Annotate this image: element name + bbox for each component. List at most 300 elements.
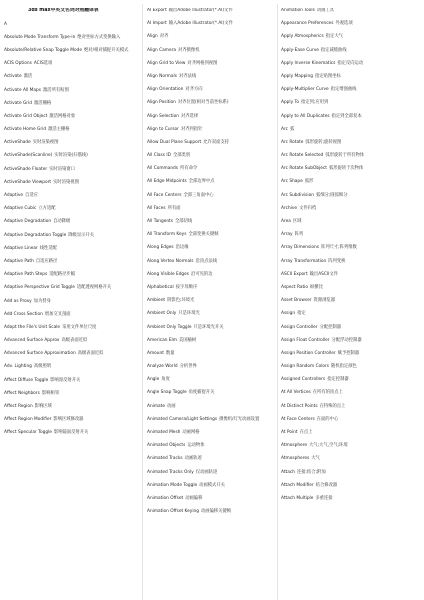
glossary-entry [281,351,419,357]
glossary-entry [147,8,272,14]
glossary-entry [4,312,138,318]
english-term: Arc Rotate [281,139,304,145]
english-term: Adaptive Degradation Toggle [4,232,67,238]
chinese-term: 所有面 [167,205,181,211]
english-term: Animation Mode Toggle [147,482,198,488]
chinese-term: 赋予控制器 [337,350,360,356]
english-term: At Face Centers [281,416,315,422]
glossary-entry [147,140,272,146]
chinese-term: 在面的中心 [316,416,339,422]
glossary-entry [281,417,419,423]
column-divider [142,4,143,600]
english-term: Atmosphere [281,443,308,449]
english-term: Animated Camera/Light Settings [147,416,218,422]
chinese-term: 高级照明 [33,364,52,370]
glossary-entry [4,378,138,384]
chinese-term: ACIS选项 [33,61,53,67]
english-term: All Face Centers [147,192,182,198]
chinese-term: 数量 [165,350,175,356]
chinese-term: 只是环境光 [178,311,200,317]
glossary-entry [147,61,272,67]
english-term: Analyze World [147,364,178,370]
chinese-term: 沿顶点法线 [195,258,218,264]
glossary-entry [147,245,272,251]
english-term: Adv. Lighting [4,364,32,370]
english-term: Animated Objects [147,443,186,449]
glossary-entry [147,219,272,225]
chinese-term: 采用文件单位尺度 [62,324,97,330]
english-term: Absolute/Relative Snap Toggle Mode [4,47,82,53]
english-term: Assigned Controllers [281,377,326,383]
english-term: Aspect Ratio [281,284,308,290]
english-term: Align Camera [147,47,177,53]
english-term: Angle Snap Toggle [147,390,187,396]
chinese-term: 仅动画轨迹 [195,469,218,475]
chinese-term: 阴影色;环境光 [167,298,195,304]
english-term: Ambient [147,298,166,304]
chinese-term: 大气 [311,456,320,462]
english-term: Adaptive Linear [4,245,38,251]
chinese-term: 指定到;应用到 [301,100,329,106]
english-term: Adaptive [4,193,24,199]
glossary-entry [147,483,272,489]
glossary-entry [147,417,272,423]
glossary-entry [281,245,419,251]
glossary-entry [147,193,272,199]
chinese-term: 对齐选择 [180,113,199,119]
english-term: Animated Mesh [147,430,181,435]
chinese-term: 立方适配 [38,206,56,212]
english-term: Attach [281,469,295,475]
english-term: Arc Subdivision [281,192,314,198]
glossary-entry [147,338,272,344]
chinese-term: 激活网格对象 [49,113,76,119]
glossary-entry [281,61,419,67]
glossary-entry [281,377,419,383]
english-term: Amount [147,350,164,356]
glossary-entry [4,404,138,410]
chinese-term: 激活主栅格 [48,127,70,133]
glossary-entry [147,272,272,278]
english-term: Align Grid to View [147,60,186,66]
chinese-term: 指定大气 [325,34,343,40]
glossary-entry [281,8,419,14]
chinese-term: 绝对坐标方式变换输入 [77,34,121,40]
chinese-term: 动画轨迹 [184,456,202,462]
english-term: Absolute Mode Transform Type-in [4,34,76,40]
english-term: Arc Rotate SubObject [281,166,327,172]
glossary-entry [147,34,272,40]
english-term: Activate All Maps [4,87,41,93]
chinese-term: 激活所有贴图 [42,87,69,93]
english-term: Arc Shape [281,179,303,185]
chinese-term: 按字母顺序 [175,284,198,290]
chinese-term: 对齐摄像机 [178,47,200,53]
glossary-entry [4,35,138,41]
english-term: Angle [147,377,160,383]
glossary-entry [147,179,272,185]
glossary-entry [4,219,138,225]
chinese-term: 激活栅格 [34,100,52,106]
glossary-entry [4,114,138,120]
english-term: Apply-Multiplier Curve [281,87,329,93]
glossary-entry [147,377,272,383]
english-term: Along Vertex Normals [147,258,194,264]
english-term: All Faces [147,205,166,211]
chinese-term: 结合修改器 [315,482,338,488]
chinese-term: 绝对/相对捕捉开关模式 [84,47,129,53]
glossary-entry [147,74,272,80]
chinese-term: 摄像机/灯光动画设置 [219,416,260,422]
english-term: Array [281,232,293,238]
glossary-entry [4,391,138,397]
english-term: Assign Random Colors [281,364,330,370]
english-term: Advanced Surface Approx [4,338,60,344]
glossary-entry [147,48,272,54]
glossary-entry [147,153,272,159]
glossary-entry [147,390,272,396]
chinese-term: 分配控制器 [319,324,342,330]
chinese-term: 在点上 [299,430,313,435]
chinese-term: 运动物体 [187,443,205,449]
chinese-term: 高级表面近似 [77,351,104,357]
english-term: Adaptive Degradation [4,219,52,225]
chinese-term: 弧形旋转于次物体 [328,166,364,172]
glossary-entry [4,206,138,212]
chinese-term: 输出ASCII文件 [309,271,339,277]
glossary-entry [281,206,419,212]
chinese-term: 输入Adobe Illustrator(*.AI)文件 [168,21,233,27]
glossary-entry [4,153,138,159]
english-term: Adaptive Cubic [4,206,37,212]
glossary-entry [281,48,419,54]
chinese-term: 输出Adobe Illustrator(*.AI)文件 [168,8,233,13]
column-1 [4,8,138,600]
glossary-entry [4,88,138,94]
glossary-entry [147,298,272,304]
glossary-entry [4,233,138,239]
glossary-entry [4,22,138,28]
english-term: Array Transformation [281,258,327,264]
chinese-term: 实时渲染(扫描线) [54,153,88,159]
chinese-term: 指定到全部复本 [331,113,362,119]
chinese-term: 角度 [161,377,170,383]
english-term: Assign Float Controller [281,337,330,343]
chinese-term: 对齐 [159,34,169,40]
english-term: All Edge Midpoints [147,179,187,185]
chinese-term: 只是环境光开关 [193,324,224,330]
english-term: Arc Rotate Selected [281,153,324,159]
glossary-entry [4,430,138,436]
glossary-entry [4,364,138,370]
chinese-term: 全部切线 [174,219,193,224]
english-term: Align [147,34,158,40]
glossary-entry [281,390,419,396]
glossary-entry [281,483,419,489]
chinese-term: 自适应 [25,193,38,199]
chinese-term: 连接;结合;附加 [296,469,326,475]
glossary-entry [147,325,272,331]
english-term: Apply to All Duplicates [281,113,330,119]
chinese-term: 弧形旋转于所有物体 [325,153,365,159]
chinese-term: 对齐法线 [178,73,197,79]
chinese-term: 随机指定颜色 [331,364,357,370]
chinese-term: 文件归档 [299,205,317,211]
glossary-entry [147,259,272,265]
english-term: A [4,21,7,27]
chinese-term: 弧形 [304,179,314,185]
chinese-term: 适配透视网格开关 [76,285,112,291]
english-term: AI Export [147,8,167,13]
chinese-term: 动画模式开关 [199,482,225,488]
chinese-term: 分配浮动控制器 [331,337,362,343]
glossary-entry [4,299,138,305]
glossary-entry [147,100,272,106]
english-term: Animation Tools [281,8,315,13]
english-term: ActiveShade Viewport [4,179,52,185]
glossary-entry [281,338,419,344]
glossary-entry [4,325,138,331]
glossary-entry [281,219,419,225]
glossary-entry [281,456,419,462]
english-term: ActiveShade [4,140,31,146]
glossary-entry [281,325,419,331]
english-term: Align to Cursor [147,126,179,132]
chinese-term: 全部边界中点 [188,179,215,185]
glossary-entry [4,180,138,186]
glossary-entry [281,140,419,146]
english-term: Animated Tracks Only [147,469,194,475]
chinese-term: 沿可见的边 [191,271,213,277]
chinese-term: 阵列 [294,232,304,238]
glossary-entry [281,179,419,185]
chinese-term: 全部类别 [172,153,191,159]
chinese-term: 角度捕捉开关 [188,390,215,396]
english-term: Apply Inverse Kinematics [281,60,336,66]
english-term: Affect Neighbors [4,390,40,396]
chinese-term: 影响区域 [34,404,52,410]
glossary-entry [147,404,272,410]
glossary-entry [281,166,419,172]
english-term: Activate [4,74,22,80]
chinese-term: 美国榆树 [178,337,197,343]
glossary-entry [281,430,419,436]
english-term: Assign Controller [281,324,318,330]
glossary-entry [4,167,138,173]
chinese-term: 指定贴图坐标 [314,73,341,79]
english-term: Attach Multiple [281,495,314,501]
glossary-entry [281,259,419,265]
english-term: Assign Position Controller [281,350,336,356]
chinese-term: 实时渲染视图 [53,179,79,185]
glossary-entry [147,232,272,238]
glossary-entry [281,496,419,502]
chinese-term: 全部三角面中心 [183,192,214,198]
english-term: Along Edges [147,245,174,251]
glossary-entry [281,470,419,476]
english-term: ActiveShade(Scanline) [4,153,53,159]
chinese-term: 资源浏览器 [313,298,336,304]
glossary-entry [281,193,419,199]
glossary-entry [281,127,419,133]
english-term: Affect Region Modifier [4,417,52,423]
glossary-entry [4,101,138,107]
english-term: Apply-Ease Curve [281,47,319,53]
english-term: Archive [281,205,298,211]
chinese-term: 影响区域修改器 [53,417,84,423]
english-term: At Distinct Points [281,403,318,409]
chinese-term: 对齐到指针 [180,126,203,132]
english-term: Affect Specular Toggle [4,430,52,436]
glossary-entry [281,443,419,449]
glossary-entry [147,351,272,357]
glossary-entry [281,153,419,159]
chinese-term: 实时渲染窗口 [49,166,75,172]
chinese-term: 多重连接 [315,495,333,501]
glossary-entry [4,74,138,80]
english-term: Apply Atmospherics [281,34,324,40]
chinese-term: 弧 [289,126,295,132]
glossary-entry [147,206,272,212]
chinese-term: 影响镜面反射开关 [53,430,89,436]
glossary-entry [281,285,419,291]
glossary-entry [4,193,138,199]
chinese-term: 在所有的顶点上 [312,390,343,396]
chinese-term: 动画偏移关键帧 [200,509,232,515]
chinese-term: 允许双面支持 [203,139,229,145]
chinese-term: 激活 [23,74,33,80]
english-term: Ambient Only [147,311,177,317]
chinese-term: 动画工具 [316,8,335,13]
english-term: Asset Browser [281,298,312,304]
english-term: Adaptive Perspective Grid Toggle [4,285,75,291]
glossary-entry [281,87,419,93]
english-term: Adaptive Path [4,258,34,264]
english-term: Align Normals [147,73,177,79]
glossary-entry [147,430,272,436]
glossary-entry [4,285,138,291]
chinese-term: 分析世界 [179,364,197,370]
glossary-entry [281,21,419,27]
english-term: At Point [281,430,298,435]
chinese-term: 动画网格 [182,430,200,435]
glossary-entry [281,114,419,120]
chinese-term: 指定减缓曲线 [320,47,347,53]
english-term: Animation Offset Keying [147,509,199,515]
english-term: Animated Tracks [147,456,183,462]
glossary-entry [281,311,419,317]
chinese-term: 增加交叉剖面 [44,311,71,317]
glossary-entry [4,246,138,252]
english-term: Add Cross Section [4,311,43,317]
glossary-entry [147,496,272,502]
glossary-entry [147,470,272,476]
chinese-term: 高级表面近似 [61,338,88,344]
glossary-entry [281,298,419,304]
glossary-entry [147,311,272,317]
english-term: Apply Mapping [281,73,313,79]
english-term: Affect Diffuse Toggle [4,377,49,383]
glossary-entry [281,364,419,370]
chinese-term: 对齐方向 [185,87,203,93]
english-term: ASCII Export [281,271,308,277]
chinese-term: 全部变换关键帧 [188,232,219,238]
glossary-entry [147,456,272,462]
glossary-entry [281,74,419,80]
column-2 [147,8,272,600]
chinese-term: 指定反向运动 [337,60,364,66]
glossary-entry [281,100,419,106]
chinese-term: 动画 [167,403,176,409]
chinese-term: 所有命令 [180,166,198,172]
chinese-term: 指定增强曲线 [330,87,357,93]
chinese-term: 指定 [297,311,306,317]
english-term: Apply To [281,100,300,106]
english-term: Activate Home Grid [4,127,47,133]
glossary-entry [4,417,138,423]
english-term: Adaptive Path Steps [4,272,48,278]
english-term: Activate Grid Object [4,113,48,119]
english-term: Alphabetical [147,284,174,290]
glossary-entry [281,404,419,410]
chinese-term: 弧形旋转;旋转视图 [305,139,342,145]
chinese-term: 外观选项 [335,21,353,27]
english-term: Arc [281,126,288,132]
glossary-entry [147,166,272,172]
english-term: Array Dimensions [281,245,320,251]
english-term: Area [281,219,291,224]
glossary-entry [147,285,272,291]
english-term: Adopt the File's Unit Scale [4,324,61,330]
english-term: Align Selection [147,113,179,119]
chinese-term: 阵列尺寸;阵列维数 [321,245,357,251]
english-term: ACIS Options [4,61,32,67]
english-term: Ambient Only Toggle [147,324,192,330]
english-term: Affect Region [4,404,33,410]
chinese-term: 实时渲染视图 [32,140,59,146]
english-term: Allow Dual Plane Support [147,139,202,145]
english-term: Advanced Surface Approximation [4,351,76,357]
glossary-entry [4,272,138,278]
chinese-term: 沿边缘 [175,245,189,251]
chinese-term: 线性适配 [39,245,57,251]
glossary-entry [147,21,272,27]
chinese-term: 加为替身 [33,298,51,304]
chinese-term: 影响相邻 [41,390,60,396]
english-term: Atmospheres [281,456,310,462]
english-term: Appearance Preferences [281,21,334,27]
english-term: All Class ID [147,153,171,159]
english-term: Activate Grid [4,100,32,106]
chinese-term: 影响漫反射开关 [50,377,81,383]
english-term: ActiveShade Floater [4,166,48,172]
glossary-entry [4,48,138,54]
chinese-term: 降级显示开关 [68,232,95,238]
glossary-entry [147,364,272,370]
glossary-entry [147,443,272,449]
chinese-term: 阵列变换 [328,258,346,264]
glossary-entry [4,61,138,67]
chinese-term: 对齐网格到视图 [187,60,218,66]
glossary-entry [4,338,138,344]
glossary-entry [147,114,272,120]
english-term: Align Orientation [147,87,184,93]
chinese-term: 动画偏移 [185,495,203,501]
english-term: All Commands [147,166,179,172]
english-term: Align Position [147,100,176,106]
glossary-entry [4,351,138,357]
glossary-entry [147,87,272,93]
